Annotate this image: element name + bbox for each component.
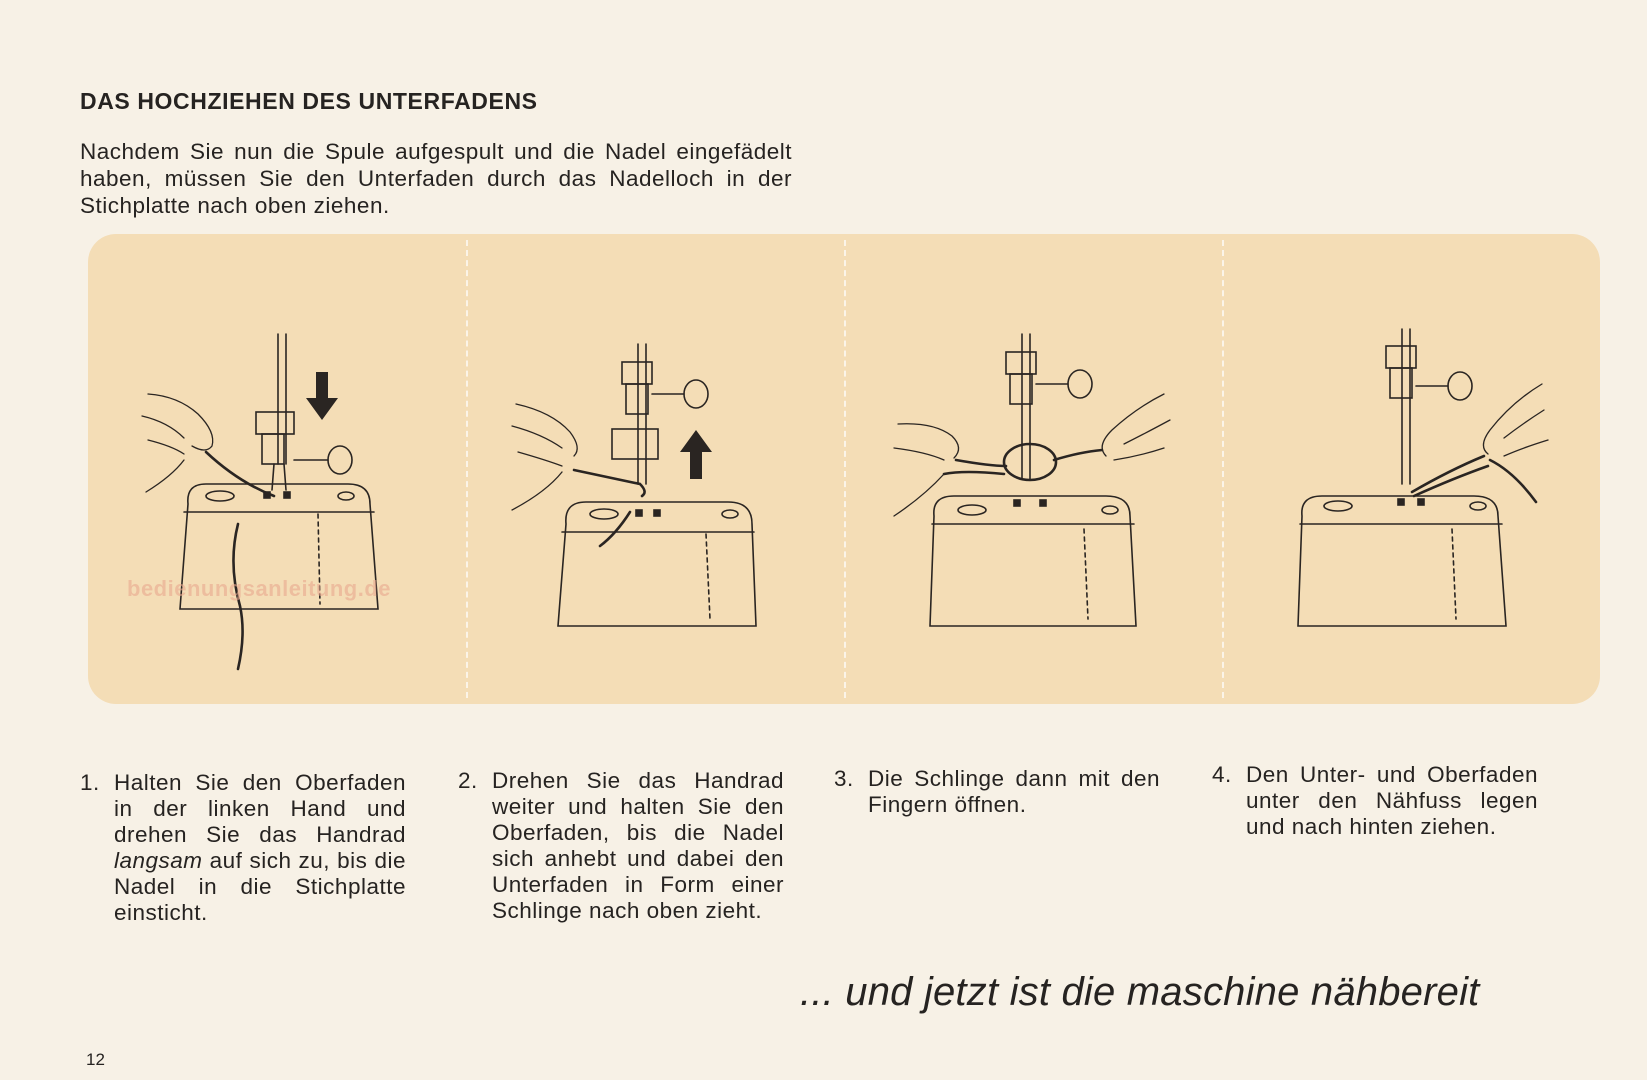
step-number: 1. (80, 770, 100, 795)
illustration-step-1 (88, 234, 466, 704)
illustration-strip (88, 234, 1600, 704)
emphasis-text: langsam (114, 848, 203, 873)
hand-right (1483, 384, 1548, 456)
needle-assembly (612, 344, 708, 516)
machine-base (930, 496, 1136, 626)
machine-base (1298, 496, 1506, 626)
needle-assembly (1386, 329, 1472, 505)
page-number: 12 (86, 1050, 105, 1069)
step-number: 2. (458, 768, 478, 793)
illustration-step-4 (1222, 234, 1600, 704)
illustration-step-2 (466, 234, 844, 704)
thread-loop (944, 444, 1102, 480)
hand-left (142, 394, 213, 492)
machine-base (558, 502, 756, 626)
step-text: Drehen Sie das Handrad weiter und halten Sie den Oberfaden, bis die Nadel sich anhebt und dabei den Unterfaden in Form einer Schlinge nach oben zieht. (492, 768, 784, 923)
needle-assembly (256, 334, 352, 498)
step-text: Die Schlinge dann mit den Fingern öffnen. (868, 766, 1160, 817)
intro-paragraph: Nachdem Sie nun die Spule aufgespult und die Nadel eingefädelt haben, müssen Sie den Unterfaden durch das Nadelloch in der Stichplatte nach oben ziehen. (80, 139, 792, 218)
needle-assembly (1006, 334, 1092, 506)
step-text: Den Unter- und Oberfaden unter den Nähfuss legen und nach hinten ziehen. (1246, 762, 1538, 839)
thread (1412, 456, 1536, 502)
hand-left (894, 424, 959, 516)
step-text: Halten Sie den Oberfaden in der linken Hand und drehen Sie das Handrad langsam auf sich zu, bis die Nadel in die Stichplatte einsticht. (114, 770, 406, 925)
closing-slogan: ... und jetzt ist die maschine nähbereit (800, 970, 1480, 1014)
page-title: DAS HOCHZIEHEN DES UNTERFADENS (80, 88, 538, 114)
hand-right (1102, 394, 1170, 460)
watermark: bedienungsanleitung.de (127, 576, 392, 601)
arrow-up-icon (680, 430, 712, 479)
hand-left (512, 404, 577, 510)
thread (574, 470, 645, 546)
step-number: 4. (1212, 762, 1232, 787)
illustration-step-3 (844, 234, 1222, 704)
arrow-down-icon (306, 372, 338, 420)
step-number: 3. (834, 766, 854, 791)
